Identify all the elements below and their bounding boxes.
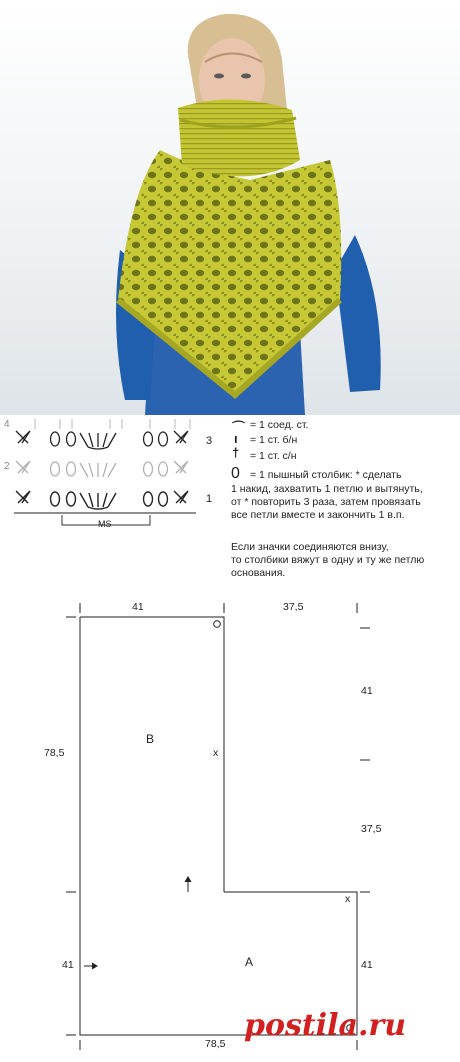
chart-row-1 (14, 491, 196, 513)
row-number-2: 2 (4, 461, 10, 472)
row-number-4: 4 (4, 419, 10, 430)
schematic-drawing (0, 595, 460, 1062)
dim-right-height-a: 41 (361, 959, 373, 971)
single-crochet-icon: ı (234, 431, 238, 446)
legend-slip-stitch: = 1 соед. ст. (250, 419, 309, 431)
legend-note: Если значки соединяются внизу, то столбики вяжут в одну и ту же петлю основания. (231, 541, 425, 579)
piece-a-label: A (245, 955, 254, 969)
dim-top-left-width: 41 (132, 601, 144, 613)
dim-left-height-b: 78,5 (44, 747, 65, 759)
piece-b-outline (80, 617, 224, 892)
legend-puff-stitch: = 1 пышный столбик: * сделать (250, 469, 402, 481)
legend-puff-explanation: 1 накид, захватить 1 петлю и вытянуть, от * повторить 3 раза, затем провязать все петли вместе и закончить 1 в.п. (231, 483, 423, 521)
puff-stitch-icon: 0 (231, 465, 240, 482)
pattern-schematic (0, 595, 460, 1062)
stitch-chart-section (0, 415, 460, 595)
chart-row-2 (16, 461, 188, 477)
piece-b-label: B (146, 732, 155, 746)
double-crochet-icon: † (232, 445, 240, 460)
dim-right-37-5: 37,5 (361, 823, 382, 835)
cowl-collar (178, 99, 300, 176)
dim-bottom-width: 78,5 (205, 1038, 226, 1050)
dim-right-41: 41 (361, 685, 373, 697)
seam-mark-a: x (345, 893, 351, 905)
legend-double-crochet: = 1 ст. с/н (250, 450, 297, 462)
slip-stitch-icon: ⌒ (232, 420, 246, 435)
product-photo (0, 0, 460, 415)
row-number-3: 3 (206, 435, 213, 447)
legend-single-crochet: = 1 ст. б/н (250, 434, 298, 446)
watermark-logo: postila.ru (244, 1008, 407, 1043)
chart-row-4 (35, 419, 190, 429)
poncho-photo-illustration (0, 0, 460, 415)
repeat-label: MS (98, 519, 112, 529)
dim-left-height-a: 41 (62, 959, 74, 971)
chart-row-3 (16, 431, 188, 449)
row-number-1: 1 (206, 493, 213, 505)
piece-a-outline (80, 617, 357, 1035)
dim-top-right-width: 37,5 (283, 601, 304, 613)
stitch-chart (0, 415, 230, 545)
seam-mark-b: x (213, 747, 219, 759)
